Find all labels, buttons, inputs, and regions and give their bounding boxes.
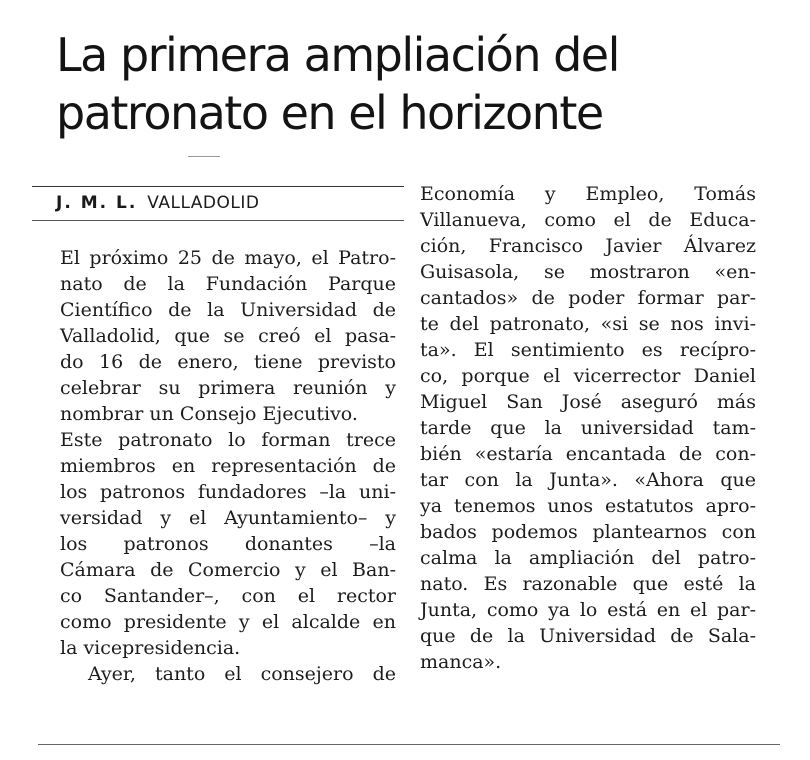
article-column-2 [420, 181, 756, 675]
byline-bottom-rule [32, 220, 404, 221]
headline: La primera ampliación del patronato en el horizonte [56, 28, 619, 140]
text-line: la vicepresidencia. [60, 637, 241, 659]
text-line: miembros en representación de [60, 455, 396, 477]
text-line: nato. Es razonable que esté la [420, 573, 756, 595]
text-line: los patronos fundadores –la uni- [60, 481, 396, 503]
text-line: que de la Universidad de Sala- [420, 625, 756, 647]
text-line: co, porque el vicerrector Daniel [420, 365, 756, 387]
text-line: co Santander–, con el rector [60, 585, 396, 607]
bottom-rule [38, 744, 780, 745]
text-line: nato de la Fundación Parque [60, 273, 396, 295]
text-line: te del patronato, «si se nos invi- [420, 313, 756, 335]
byline-top-rule [32, 186, 404, 187]
text-line: Economía y Empleo, Tomás [420, 183, 756, 205]
text-line: bados podemos plantearnos con [420, 521, 756, 543]
text-line: ción, Francisco Javier Álvarez [420, 235, 756, 257]
text-line: Este patronato lo forman trece [60, 429, 396, 451]
text-line: Ayer, tanto el consejero de [88, 663, 396, 685]
text-line: ta». El sentimiento es recípro- [420, 339, 756, 361]
scan-mark [188, 156, 220, 157]
text-line: El próximo 25 de mayo, el Patro- [60, 247, 396, 269]
article-column-1 [60, 245, 396, 687]
text-line: do 16 de enero, tiene previsto [60, 351, 396, 373]
byline [56, 192, 259, 214]
text-line: como presidente y el alcalde en [60, 611, 396, 633]
text-line: Científico de la Universidad de [60, 299, 396, 321]
byline-author: J. M. L. [56, 193, 138, 213]
text-line: ya tenemos unos estatutos apro- [420, 495, 756, 517]
text-line: Villanueva, como el de Educa- [420, 209, 756, 231]
text-line: nombrar un Consejo Ejecutivo. [60, 403, 358, 425]
text-line: Miguel San José aseguró más [420, 391, 756, 413]
text-line: bién «estaría encantada de con- [420, 443, 756, 465]
text-line: versidad y el Ayuntamiento– y [60, 507, 396, 529]
text-line: los patronos donantes –la [60, 533, 396, 555]
text-line: tarde que la universidad tam- [420, 417, 756, 439]
text-line: Valladolid, que se creó el pasa- [60, 325, 396, 347]
byline-city: VALLADOLID [147, 193, 260, 213]
text-line: Guisasola, se mostraron «en- [420, 261, 756, 283]
text-line: manca». [420, 651, 502, 673]
text-line: celebrar su primera reunión y [60, 377, 396, 399]
text-line: cantados» de poder formar par- [420, 287, 756, 309]
text-line: Cámara de Comercio y el Ban- [60, 559, 396, 581]
text-line: calma la ampliación del patro- [420, 547, 756, 569]
text-line: Junta, como ya lo está en el par- [420, 599, 756, 621]
text-line: tar con la Junta». «Ahora que [420, 469, 756, 491]
